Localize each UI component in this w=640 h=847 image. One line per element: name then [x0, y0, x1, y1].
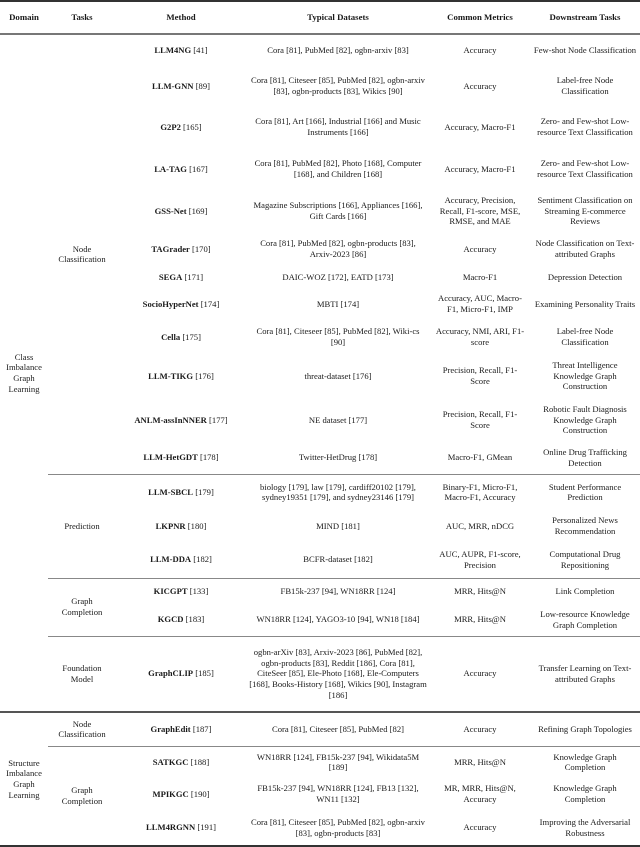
method-ref: [165] [183, 121, 202, 132]
task-cell: Node Classification [58, 718, 106, 740]
task-cell: Graph Completion [48, 746, 116, 846]
method-name: LLM-HetGDT [143, 452, 198, 463]
downstream-cell: Examining Personality Traits [534, 298, 636, 309]
method-name: LLM-SBCL [148, 486, 194, 497]
method-name: GraphEdit [150, 723, 191, 734]
datasets-cell: Cora [81], Citeseer [85], PubMed [82] [272, 723, 404, 734]
datasets-cell: ogbn-arXiv [83], Arxiv-2023 [86], PubMed [82], ogbn-products [83], Reddit [186], Cora [81], CiteSeer [85], Ele-Photo [168], Ele-Computers [168], Books-History [168], Wikics [90], Instagram [186] [246, 636, 430, 712]
method-cell [116, 604, 246, 636]
method-ref: [174] [200, 298, 220, 309]
method-name: LKPNR [155, 520, 186, 531]
metrics-cell: AUC, MRR, nDCG [445, 520, 515, 531]
downstream-cell: Robotic Fault Diagnosis Knowledge Graph Construction [543, 404, 627, 436]
metrics-cell: MR, MRR, Hits@N, Accuracy [444, 783, 516, 804]
method-name: G2P2 [160, 121, 181, 132]
method-cell [116, 474, 246, 510]
method-cell [116, 810, 246, 846]
metrics-cell: MRR, Hits@N [430, 578, 530, 604]
datasets-cell: threat-dataset [176] [304, 370, 372, 381]
metrics-cell: Accuracy [463, 723, 497, 734]
method-cell [116, 636, 246, 712]
datasets-cell: Cora [81], Citeseer [85], PubMed [82], ogbn-arxiv [83], ogbn-products [83] [251, 816, 425, 838]
method-cell [116, 442, 246, 474]
method-ref: [167] [189, 163, 208, 174]
downstream-cell: Low-resource Knowledge Graph Completion [540, 609, 630, 630]
metrics-cell: Accuracy, Macro-F1 [444, 163, 516, 174]
method-name: SATKGC [152, 756, 189, 767]
metrics-cell: Macro-F1, GMean [447, 452, 513, 463]
datasets-cell: FB15k-237 [94], WN18RR [124], FB13 [132], WN11 [132] [257, 783, 419, 804]
header-downstream: Downstream Tasks [549, 12, 621, 23]
metrics-cell: Accuracy, Macro-F1 [444, 121, 516, 132]
method-name: LLM4NG [154, 45, 192, 56]
table-row [0, 712, 640, 746]
method-name: SEGA [158, 271, 183, 282]
method-cell [116, 106, 246, 148]
metrics-cell: MRR, Hits@N [454, 614, 506, 625]
method-name: KICGPT [153, 585, 188, 596]
metrics-cell: Accuracy, Precision, Recall, F1-score, MSE, RMSE, and MAE [439, 195, 521, 227]
method-name: MPIKGC [152, 788, 189, 799]
method-cell [116, 712, 246, 746]
task-cell: Graph Completion [48, 578, 116, 636]
method-name: ANLM-assInNNER [134, 414, 207, 425]
method-ref: [179] [195, 486, 214, 497]
method-cell [116, 510, 246, 542]
datasets-cell: Magazine Subscriptions [166], Appliances [166], Gift Cards [166] [253, 200, 423, 221]
metrics-cell: Accuracy [430, 636, 530, 712]
header-datasets: Typical Datasets [307, 12, 369, 23]
downstream-cell: Knowledge Graph Completion [530, 746, 640, 778]
method-cell [116, 578, 246, 604]
method-ref: [175] [182, 331, 201, 342]
method-name: SocioHyperNet [142, 298, 199, 309]
method-cell [116, 66, 246, 106]
method-cell [116, 354, 246, 398]
downstream-cell: Node Classification on Text-attributed Graphs [535, 238, 635, 259]
datasets-cell: WN18RR [124], FB15k-237 [94], Wikidata5M [189] [246, 746, 430, 778]
datasets-cell: biology [179], law [179], cardiff20102 [179], sydney19351 [179], and sydney23146 [179] [246, 474, 430, 510]
metrics-cell: Accuracy, AUC, Macro-F1, Micro-F1, IMP [438, 293, 522, 314]
metrics-cell: AUC, AUPR, F1-score, Precision [439, 549, 521, 570]
method-name: LLM-GNN [151, 80, 194, 91]
downstream-cell: Link Completion [530, 578, 640, 604]
method-name: LLM-DDA [150, 554, 192, 565]
table-header [0, 1, 640, 34]
method-name: TAGrader [151, 243, 190, 254]
domain-cell: Class Imbalance Graph Learning [6, 351, 42, 394]
method-ref: [170] [192, 243, 211, 254]
downstream-cell: Zero- and Few-shot Low-resource Text Classification [537, 158, 633, 179]
header-metrics: Common Metrics [447, 12, 513, 23]
metrics-cell: Accuracy [463, 243, 497, 254]
downstream-cell: Personalized News Recommendation [552, 515, 618, 536]
metrics-cell: Accuracy [463, 80, 497, 91]
downstream-cell: Online Drug Trafficking Detection [543, 447, 627, 468]
method-ref: [176] [195, 370, 214, 381]
datasets-cell: FB15k-237 [94], WN18RR [124] [246, 578, 430, 604]
task-cell: Foundation Model [48, 636, 116, 712]
downstream-cell: Few-shot Node Classification [533, 45, 637, 56]
method-cell [116, 320, 246, 354]
method-cell [116, 746, 246, 778]
method-ref: [178] [199, 452, 219, 463]
method-name: LA-TAG [154, 163, 187, 174]
datasets-cell: Cora [81], Citeseer [85], PubMed [82], Wiki-cs [90] [256, 326, 420, 347]
method-ref: [185] [195, 668, 214, 679]
method-cell [116, 148, 246, 190]
datasets-cell: Twitter-HetDrug [178] [298, 452, 378, 463]
metrics-cell: Binary-F1, Micro-F1, Macro-F1, Accuracy [430, 474, 530, 510]
header-tasks: Tasks [71, 12, 93, 23]
downstream-cell: Threat Intelligence Knowledge Graph Construction [552, 360, 618, 392]
header-method: Method [166, 12, 196, 23]
datasets-cell: BCFR-dataset [182] [303, 554, 373, 565]
method-cell [116, 34, 246, 66]
datasets-cell: Cora [81], Citeseer [85], PubMed [82], ogbn-arxiv [83], ogbn-products [83], Wikics [90] [251, 75, 425, 96]
downstream-cell: Refining Graph Topologies [538, 723, 632, 734]
method-cell [116, 778, 246, 810]
header-domain: Domain [9, 12, 39, 23]
method-ref: [190] [190, 788, 210, 799]
method-ref: [171] [184, 271, 204, 282]
task-cell: Prediction [48, 474, 116, 578]
metrics-cell: Accuracy, NMI, ARI, F1-score [435, 326, 525, 347]
downstream-cell: Transfer Learning on Text-attributed Graphs [530, 636, 640, 712]
method-name: Cella [161, 331, 181, 342]
metrics-cell: Macro-F1 [462, 271, 498, 282]
method-name: LLM4RGNN [146, 822, 196, 833]
metrics-cell: Accuracy [463, 822, 497, 833]
metrics-cell: MRR, Hits@N [430, 746, 530, 778]
method-name: KGCD [157, 614, 184, 625]
method-ref: [183] [185, 614, 205, 625]
datasets-cell: WN18RR [124], YAGO3-10 [94], WN18 [184] [256, 614, 420, 625]
method-name: LLM-TIKG [148, 370, 194, 381]
datasets-cell: Cora [81], PubMed [82], ogbn-products [83], Arxiv-2023 [86] [260, 238, 416, 259]
downstream-cell: Label-free Node Classification [556, 75, 614, 96]
datasets-cell: NE dataset [177] [308, 414, 368, 425]
method-ref: [89] [195, 80, 211, 91]
metrics-cell: Precision, Recall, F1-Score [442, 409, 518, 430]
datasets-cell: MBTI [174] [316, 298, 360, 309]
method-ref: [187] [192, 723, 212, 734]
datasets-cell: DAIC-WOZ [172], EATD [173] [282, 271, 394, 282]
downstream-cell: Improving the Adversarial Robustness [539, 816, 631, 838]
table-row [0, 34, 640, 66]
method-ref: [177] [209, 414, 228, 425]
table-row [0, 578, 640, 604]
method-cell [116, 542, 246, 578]
downstream-cell: Computational Drug Repositioning [549, 549, 621, 570]
method-cell [116, 288, 246, 320]
table-row [0, 474, 640, 510]
downstream-cell: Zero- and Few-shot Low-resource Text Classification [537, 116, 633, 137]
method-name: GSS-Net [154, 205, 187, 216]
table-row [0, 636, 640, 712]
downstream-cell: Sentiment Classification on Streaming E-commerce Reviews [537, 195, 633, 227]
method-cell [116, 398, 246, 442]
table-row [0, 746, 640, 778]
downstream-cell: Label-free Node Classification [556, 326, 614, 347]
downstream-cell: Student Performance Prediction [530, 474, 640, 510]
datasets-cell: Cora [81], Art [166], Industrial [166] and Music Instruments [166] [255, 116, 421, 137]
metrics-cell: Precision, Recall, F1-Score [442, 365, 518, 386]
method-cell [116, 232, 246, 266]
datasets-cell: Cora [81], PubMed [82], ogbn-arxiv [83] [267, 45, 409, 56]
method-ref: [182] [193, 554, 212, 565]
domain-cell: Structure Imbalance Graph Learning [6, 757, 42, 800]
downstream-cell: Depression Detection [547, 271, 623, 282]
method-ref: [133] [189, 585, 209, 596]
datasets-cell: Cora [81], PubMed [82], Photo [168], Computer [168], and Children [168] [254, 158, 422, 179]
method-ref: [180] [187, 520, 207, 531]
task-cell: Node Classification [58, 243, 106, 265]
method-name: GraphCLIP [148, 668, 194, 679]
method-ref: [169] [188, 205, 208, 216]
method-ref: [191] [197, 822, 216, 833]
method-cell [116, 266, 246, 288]
table-body [0, 34, 640, 846]
datasets-cell: MIND [181] [316, 520, 360, 531]
metrics-cell: Accuracy [463, 45, 497, 56]
method-cell [116, 190, 246, 232]
downstream-cell: Knowledge Graph Completion [553, 783, 617, 804]
method-ref: [41] [193, 45, 208, 56]
method-ref: [188] [190, 756, 210, 767]
